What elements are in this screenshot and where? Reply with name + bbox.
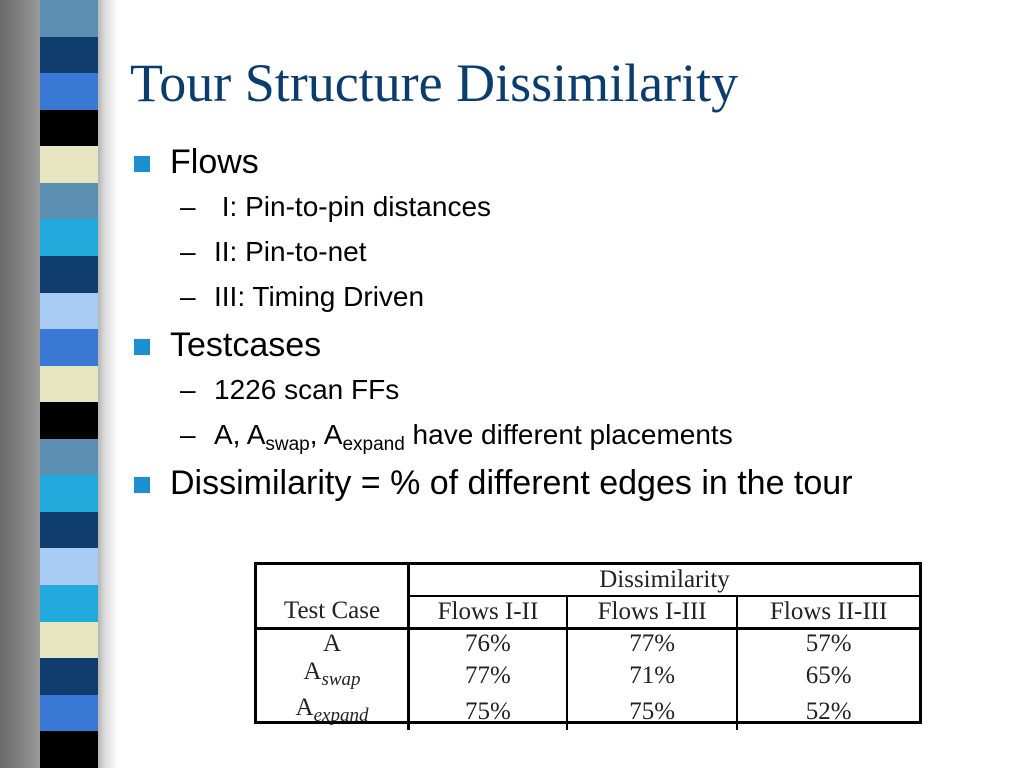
bullet-text: Dissimilarity = % of different edges in the tour	[170, 464, 853, 502]
placement-comma: , A	[309, 419, 343, 450]
dash-glyph: –	[180, 281, 196, 312]
stripe-segment	[40, 512, 98, 549]
stripe-segment	[40, 731, 98, 768]
stripe-segment	[40, 37, 98, 74]
test-case-label: A	[303, 658, 322, 685]
stripe-segment	[40, 256, 98, 293]
value-cell: 75%	[567, 694, 737, 730]
bullet-text: Testcases	[170, 326, 322, 364]
stripe-color-bars	[40, 0, 98, 768]
stripe-segment	[40, 329, 98, 366]
stripe-segment	[40, 622, 98, 659]
sub-bullet-text: I: Pin-to-pin distances	[214, 191, 492, 222]
value-cell: 57%	[805, 630, 852, 657]
placement-a: A, A	[214, 419, 266, 450]
stripe-segment	[40, 475, 98, 512]
table-row	[257, 658, 919, 694]
bullet-text: Flows	[170, 143, 259, 181]
test-case-label: A	[322, 630, 342, 657]
sub-bullet-placements	[130, 412, 1010, 457]
placement-rest: have different placements	[404, 419, 733, 450]
test-case-cell	[257, 629, 409, 659]
dash-glyph: –	[180, 419, 196, 450]
sub-bullet	[130, 367, 1010, 412]
test-case-subscript: expand	[313, 705, 369, 726]
value-cell: 71%	[567, 658, 737, 694]
value-cell: 75%	[409, 694, 567, 730]
stripe-segment	[40, 695, 98, 732]
table-row	[257, 629, 919, 659]
bullet-testcases	[130, 323, 1010, 367]
stripe-segment	[40, 73, 98, 110]
stripe-segment	[40, 183, 98, 220]
sub-bullet	[130, 274, 1010, 319]
test-case-label: A	[295, 694, 314, 721]
bullet-flows	[130, 140, 1010, 184]
value-cell: 52%	[805, 698, 852, 725]
stripe-segment	[40, 439, 98, 476]
group-header-cell	[409, 565, 920, 596]
bullet-dissimilarity	[130, 461, 1010, 505]
bullet-list	[130, 140, 1010, 505]
stripe-segment	[40, 658, 98, 695]
stripe-segment	[40, 146, 98, 183]
column-header: Flows II-III	[737, 596, 919, 629]
value-cell: 76%	[409, 629, 567, 659]
column-header: Flows I-II	[409, 596, 567, 629]
bullet-square-icon	[134, 339, 150, 355]
sub-bullet-text: III: Timing Driven	[214, 281, 425, 312]
dissimilarity-table	[254, 562, 922, 724]
dash-glyph: –	[180, 236, 196, 267]
sub-bullet	[130, 184, 1010, 229]
test-case-cell	[257, 658, 409, 694]
test-case-cell	[257, 694, 409, 730]
sub-bullet	[130, 229, 1010, 274]
placement-expand-subscript: expand	[342, 434, 405, 455]
stripe-segment	[40, 548, 98, 585]
column-header: Flows I-III	[567, 596, 737, 629]
stripe-segment	[40, 585, 98, 622]
group-header-label: Dissimilarity	[599, 566, 730, 593]
bullet-square-icon	[134, 156, 150, 172]
value-cell: 77%	[409, 658, 567, 694]
value-cell: 65%	[805, 662, 852, 689]
dash-glyph: –	[180, 191, 196, 222]
table-row	[257, 694, 919, 730]
decorative-stripe-bar	[0, 0, 118, 768]
placement-swap-subscript: swap	[265, 434, 310, 455]
bullet-square-icon	[134, 477, 150, 493]
stripe-segment	[40, 110, 98, 147]
row-header-cell	[257, 565, 409, 629]
stripe-segment	[40, 293, 98, 330]
test-case-subscript: swap	[321, 669, 361, 690]
sub-bullet-text: 1226 scan FFs	[214, 374, 400, 405]
stripe-segment	[40, 402, 98, 439]
stripe-segment	[40, 366, 98, 403]
stripe-segment	[40, 219, 98, 256]
row-header-label: Test Case	[283, 597, 381, 624]
value-cell: 77%	[567, 629, 737, 659]
sub-bullet-text: II: Pin-to-net	[214, 236, 367, 267]
slide-title: Tour Structure Dissimilarity	[130, 53, 739, 113]
dash-glyph: –	[180, 374, 196, 405]
stripe-segment	[40, 0, 98, 37]
